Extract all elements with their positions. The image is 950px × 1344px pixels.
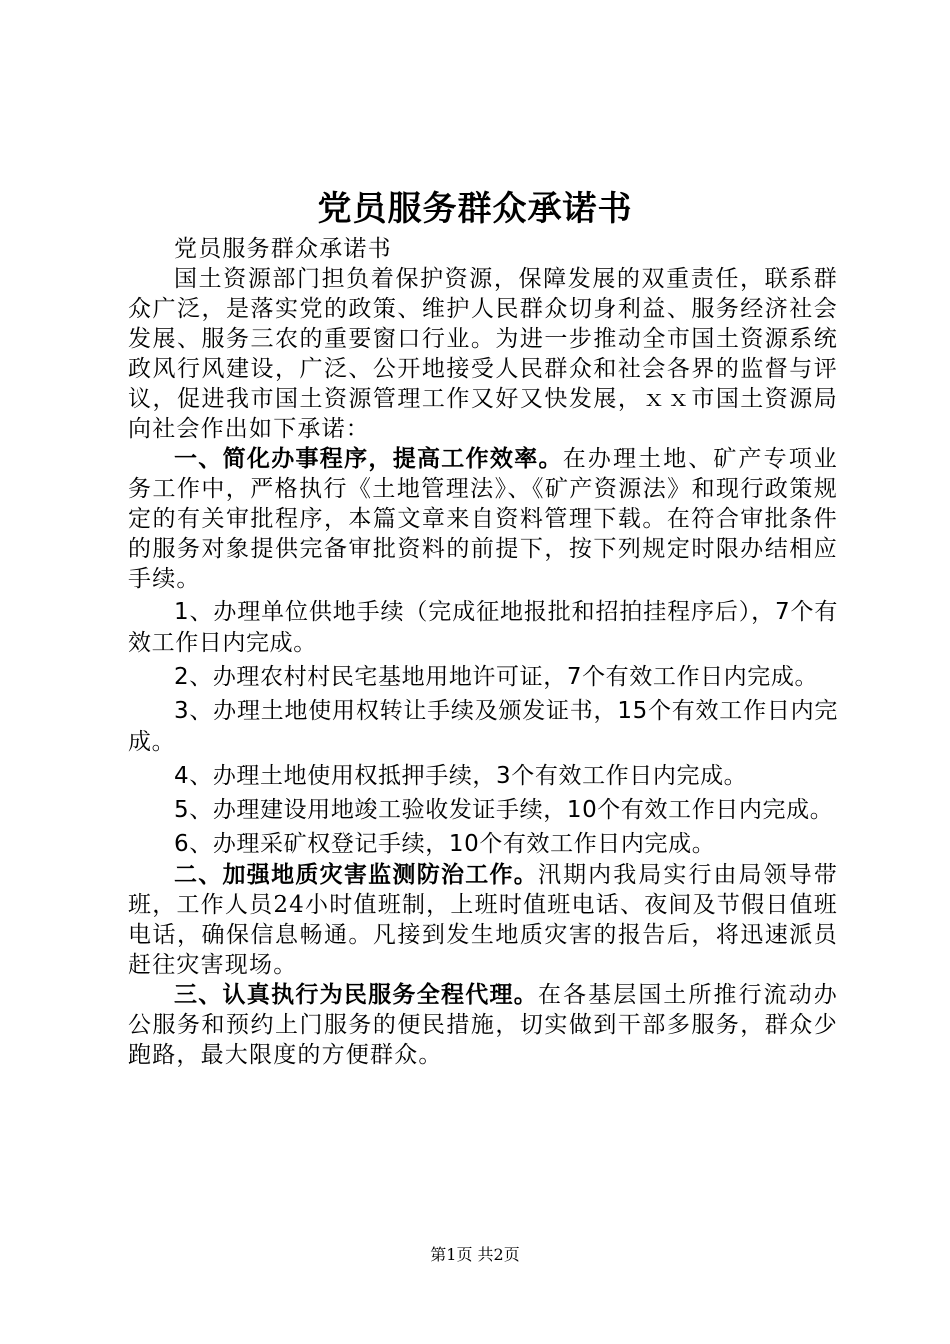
body-paragraph-section-1 [128, 444, 838, 594]
document-body [128, 234, 838, 1070]
document-title: 党员服务群众承诺书 [317, 189, 633, 229]
paragraph-text: 国土资源部门担负着保护资源，保障发展的双重责任，联系群众广泛，是落实党的政策、维护人民群众切身利益、服务经济社会发展、服务三农的重要窗口行业。为进一步推动全市国土资源系统政风行风建设，广泛、公开地接受人民群众和社会各界的监督与评议，促进我市国土资源管理工作又好又快发展，ｘｘ市国土资源局向社会作出如下承诺： [128, 266, 838, 442]
list-item [128, 662, 838, 693]
list-item [128, 829, 838, 860]
list-item [128, 795, 838, 826]
paragraph-text: 党员服务群众承诺书 [174, 236, 392, 262]
body-paragraph-section-2 [128, 860, 838, 980]
list-item [128, 696, 838, 758]
list-item-text: 5、办理建设用地竣工验收发证手续，10个有效工作日内完成。 [174, 797, 834, 823]
paragraph-text: 在办理土地、矿产专项业务工作中，严格执行《土地管理法》、《矿产资源法》和现行政策规定的有关审批程序，本篇文章来自资料管理下载。在符合审批条件的服务对象提供完备审批资料的前提下，按下列规定时限办结相应手续。 [128, 446, 838, 592]
list-item-text: 3、办理土地使用权转让手续及颁发证书，15个有效工作日内完成。 [128, 698, 838, 755]
list-item-text: 4、办理土地使用权抵押手续，3个有效工作日内完成。 [174, 763, 748, 789]
page-number-footer: 第1页 共2页 [430, 1245, 520, 1264]
list-item-text: 1、办理单位供地手续（完成征地报批和招拍挂程序后），7个有效工作日内完成。 [128, 599, 838, 656]
list-item [128, 761, 838, 792]
body-paragraph-intro [128, 264, 838, 444]
list-item [128, 597, 838, 659]
paragraph-text: 在各基层国土所推行流动办公服务和预约上门服务的便民措施，切实做到干部多服务，群众少跑路，最大限度的方便群众。 [128, 982, 839, 1068]
body-paragraph-subtitle [128, 234, 838, 264]
body-paragraph-section-3 [128, 980, 838, 1070]
list-item-text: 2、办理农村村民宅基地用地许可证，7个有效工作日内完成。 [174, 664, 819, 690]
section-heading: 三、认真执行为民服务全程代理。 [174, 982, 539, 1008]
section-heading: 一、简化办事程序，提高工作效率。 [174, 446, 563, 472]
section-heading: 二、加强地质灾害监测防治工作。 [174, 862, 539, 888]
paragraph-text: 汛期内我局实行由局领导带班，工作人员24小时值班制，上班时值班电话、夜间及节假日值班电话，确保信息畅通。凡接到发生地质灾害的报告后，将迅速派员赶往灾害现场。 [128, 862, 839, 978]
list-item-text: 6、办理采矿权登记手续，10个有效工作日内完成。 [174, 831, 716, 857]
